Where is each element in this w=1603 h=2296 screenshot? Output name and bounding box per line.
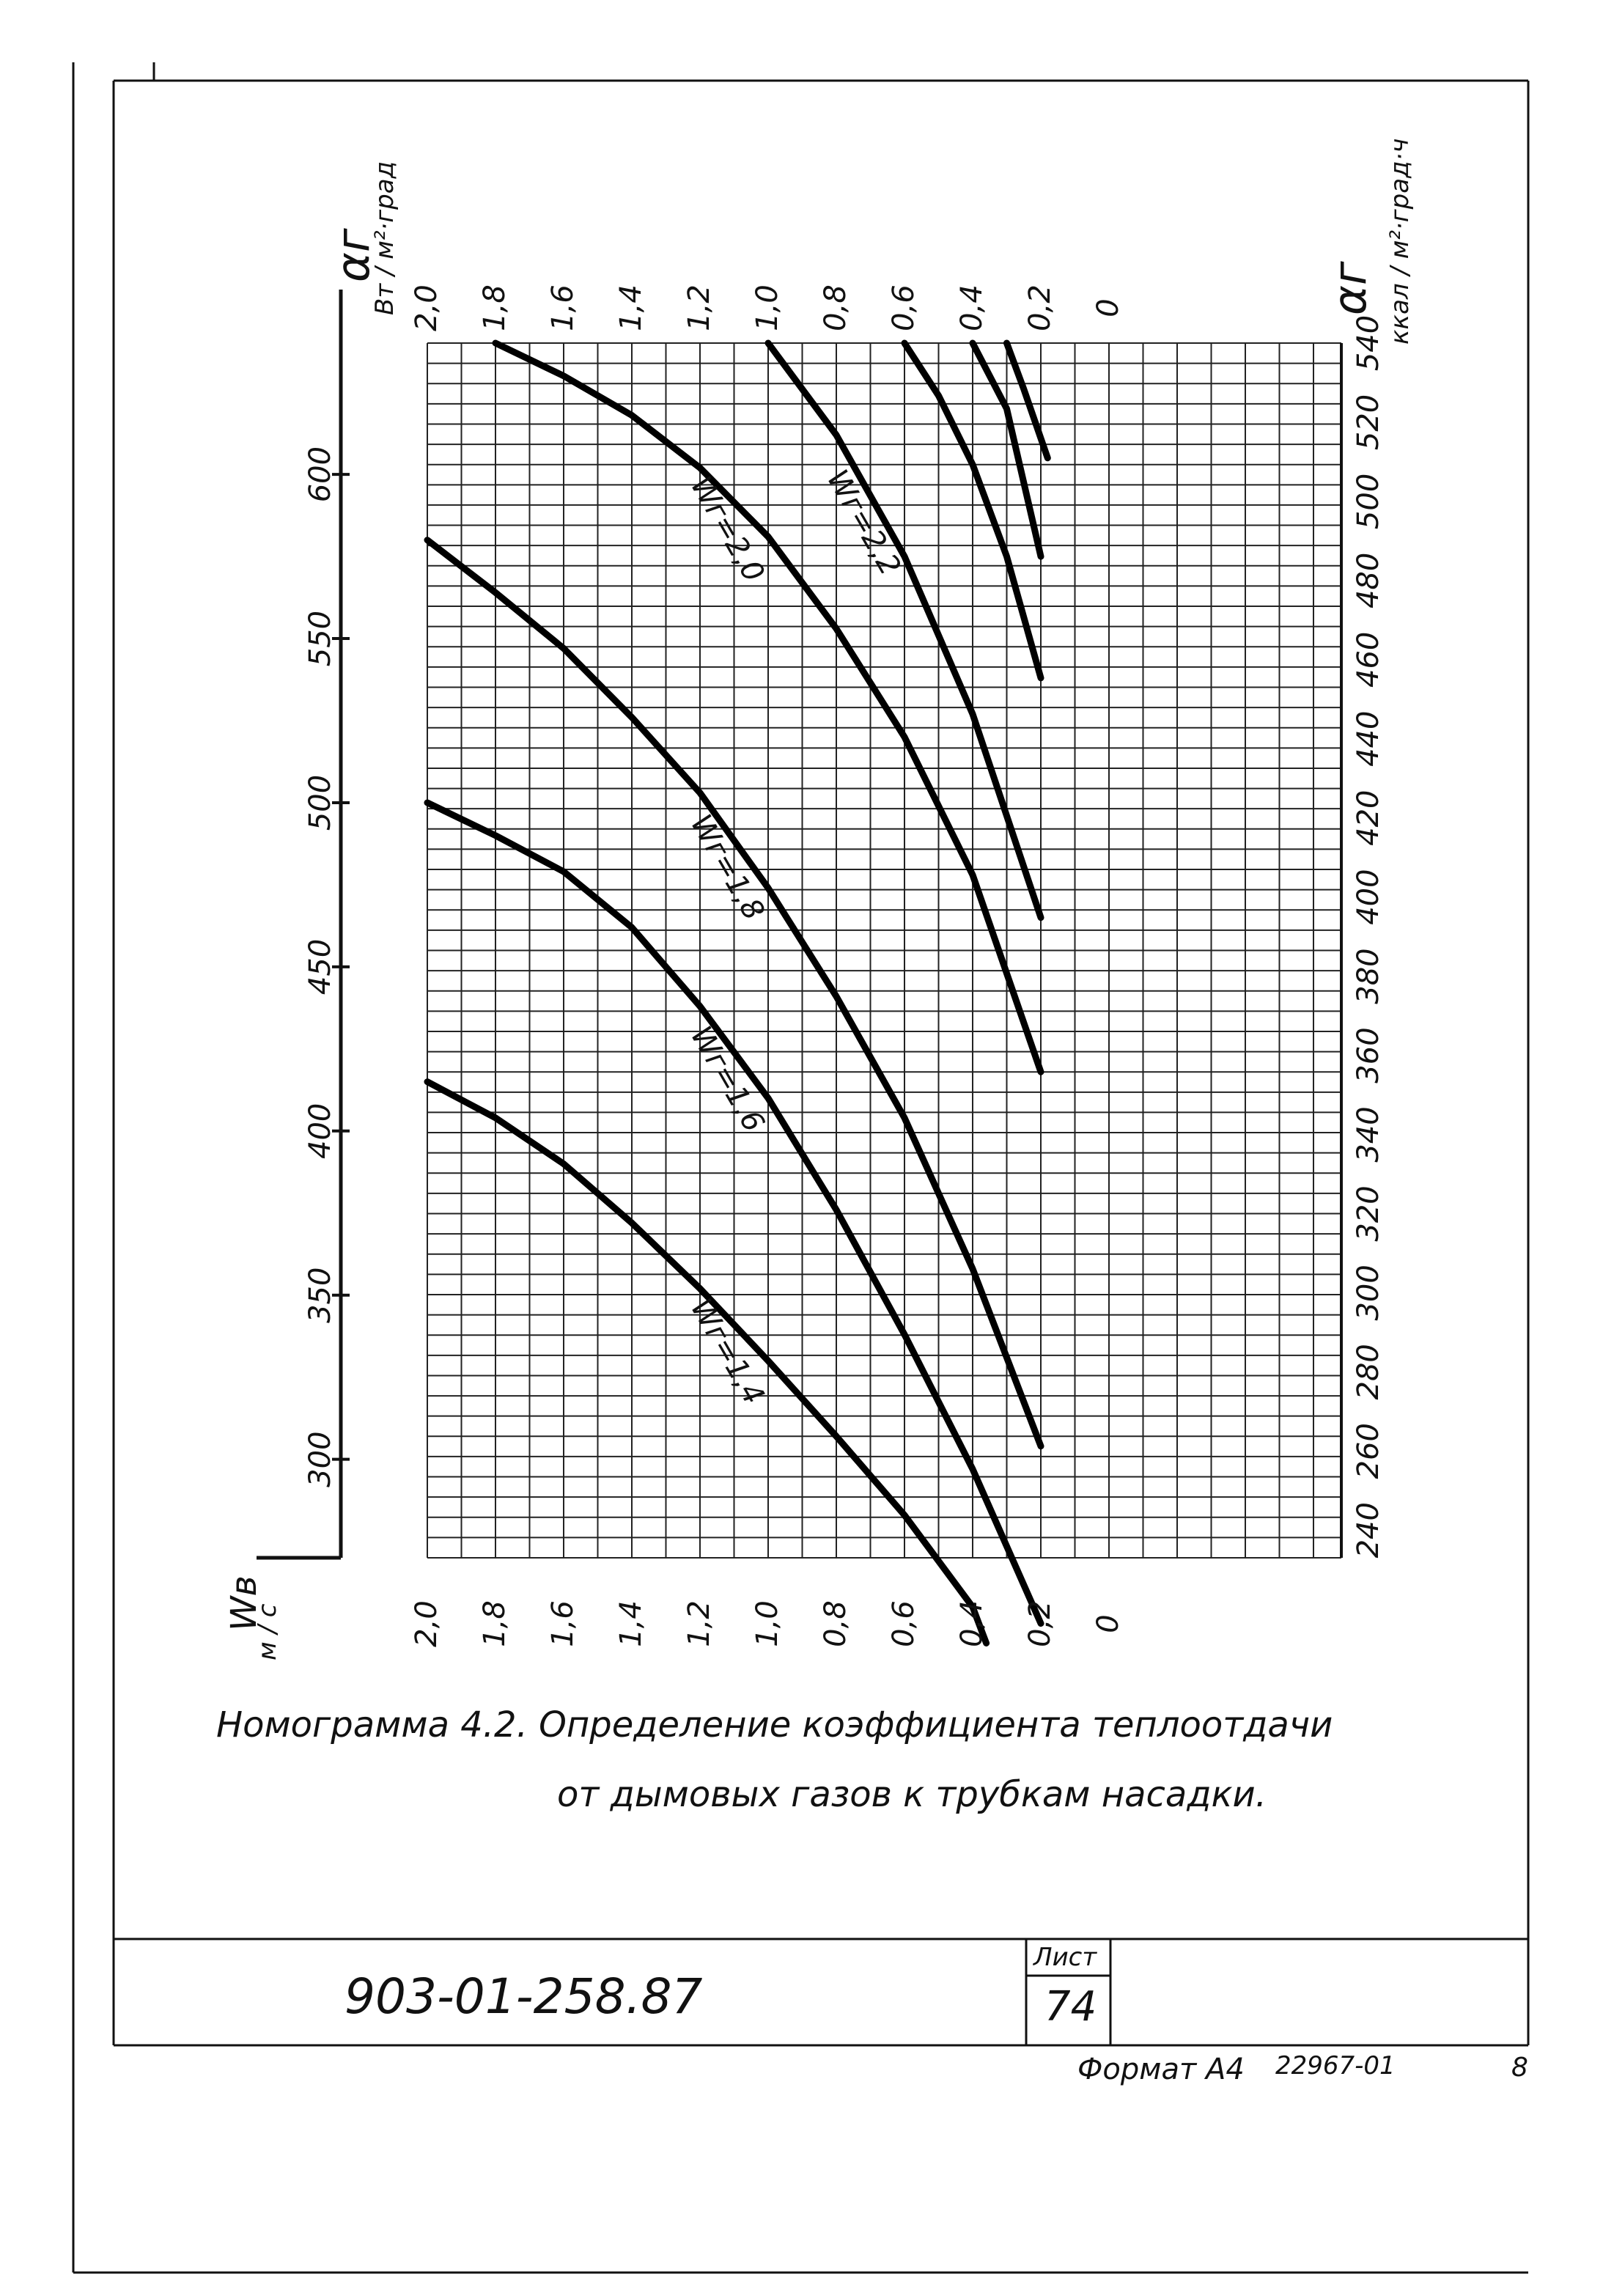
bottom-tick-label: 0,4 bbox=[955, 1600, 989, 1647]
archive-number: 22967-01 bbox=[1275, 2051, 1396, 2080]
bottom-tick-label: 1,8 bbox=[478, 1600, 512, 1647]
curve-label-5: Wг=2,2 bbox=[819, 464, 907, 581]
left-tick-label: 450 bbox=[303, 938, 337, 996]
chart-title: Номограмма 4.2. Определение коэффициента теплоотдачи bbox=[216, 1704, 1333, 1745]
curve-1 bbox=[427, 1082, 987, 1644]
right-tick-label: 340 bbox=[1352, 1106, 1385, 1163]
bottom-tick-label: 1,4 bbox=[614, 1600, 648, 1647]
right-tick-label: 460 bbox=[1352, 631, 1385, 688]
chart-axes bbox=[257, 290, 1341, 1558]
curve-label-1: Wг=1,4 bbox=[683, 1293, 771, 1410]
right-tick-label: 420 bbox=[1352, 790, 1385, 846]
bottom-tick-label: 1,6 bbox=[546, 1600, 580, 1647]
top-tick-label: 2,0 bbox=[410, 284, 443, 331]
chart-curves bbox=[427, 343, 1047, 1643]
right-tick-label: 500 bbox=[1352, 473, 1385, 530]
sheet-label: Лист bbox=[1033, 1943, 1097, 1972]
document-code: 903-01-258.87 bbox=[344, 1968, 703, 2025]
right-axis-unit: ккал / м²·град·ч bbox=[1385, 138, 1415, 345]
format-label: Формат А4 bbox=[1077, 2053, 1245, 2086]
left-tick-label: 500 bbox=[303, 774, 337, 831]
right-tick-label: 280 bbox=[1352, 1344, 1385, 1400]
bottom-tick-label: 0,8 bbox=[819, 1600, 852, 1647]
left-axis-symbol: αг bbox=[326, 228, 380, 282]
edge-mark: 8 bbox=[1511, 2053, 1528, 2083]
right-tick-label: 380 bbox=[1352, 948, 1385, 1004]
top-tick-label: 0,6 bbox=[887, 284, 921, 331]
right-tick-label: 300 bbox=[1352, 1265, 1385, 1321]
right-tick-label: 440 bbox=[1352, 710, 1385, 767]
chart-subtitle: от дымовых газов к трубкам насадки. bbox=[557, 1774, 1267, 1815]
top-tick-label: 1,2 bbox=[682, 284, 716, 331]
top-tick-label: 1,4 bbox=[614, 284, 648, 331]
right-axis-symbol: αг bbox=[1323, 261, 1377, 315]
bottom-tick-label: 2,0 bbox=[410, 1600, 443, 1647]
left-axis-unit: Вт / м²·град bbox=[370, 161, 399, 315]
top-tick-label: 0,4 bbox=[955, 284, 989, 331]
top-tick-label: 0 bbox=[1091, 298, 1125, 317]
right-tick-label: 520 bbox=[1352, 394, 1385, 451]
left-tick-label: 300 bbox=[303, 1431, 337, 1487]
drawing-frame bbox=[73, 62, 1528, 2273]
bottom-tick-label: 0,2 bbox=[1023, 1600, 1057, 1647]
top-tick-label: 1,0 bbox=[751, 284, 784, 331]
sheet-number: 74 bbox=[1044, 1983, 1097, 2031]
bottom-axis-symbol: Wв bbox=[224, 1575, 265, 1631]
curve-label-4: Wг=2,0 bbox=[683, 471, 771, 588]
bottom-tick-label: 0,6 bbox=[887, 1600, 921, 1647]
right-tick-label: 400 bbox=[1352, 869, 1385, 925]
top-tick-label: 0,8 bbox=[819, 284, 852, 331]
curve-label-2: Wг=1,6 bbox=[683, 1020, 771, 1138]
right-tick-label: 260 bbox=[1352, 1423, 1385, 1479]
left-tick-label: 550 bbox=[303, 610, 337, 667]
left-tick-label: 400 bbox=[303, 1103, 337, 1159]
right-tick-label: 320 bbox=[1352, 1185, 1385, 1242]
bottom-tick-label: 1,0 bbox=[751, 1600, 784, 1647]
right-tick-label: 360 bbox=[1352, 1027, 1385, 1083]
bottom-tick-label: 1,2 bbox=[682, 1600, 716, 1647]
left-tick-label: 600 bbox=[303, 446, 337, 503]
top-tick-label: 1,8 bbox=[478, 284, 512, 331]
bottom-tick-label: 0 bbox=[1091, 1614, 1125, 1633]
right-tick-label: 540 bbox=[1352, 314, 1385, 372]
bottom-axis-unit: м / с bbox=[253, 1603, 282, 1660]
right-tick-label: 480 bbox=[1352, 552, 1385, 609]
right-tick-label: 240 bbox=[1352, 1502, 1385, 1559]
top-tick-label: 1,6 bbox=[546, 284, 580, 331]
curve-label-3: Wг=1,8 bbox=[683, 809, 771, 927]
left-tick-label: 350 bbox=[303, 1267, 337, 1323]
top-tick-label: 0,2 bbox=[1023, 284, 1057, 331]
